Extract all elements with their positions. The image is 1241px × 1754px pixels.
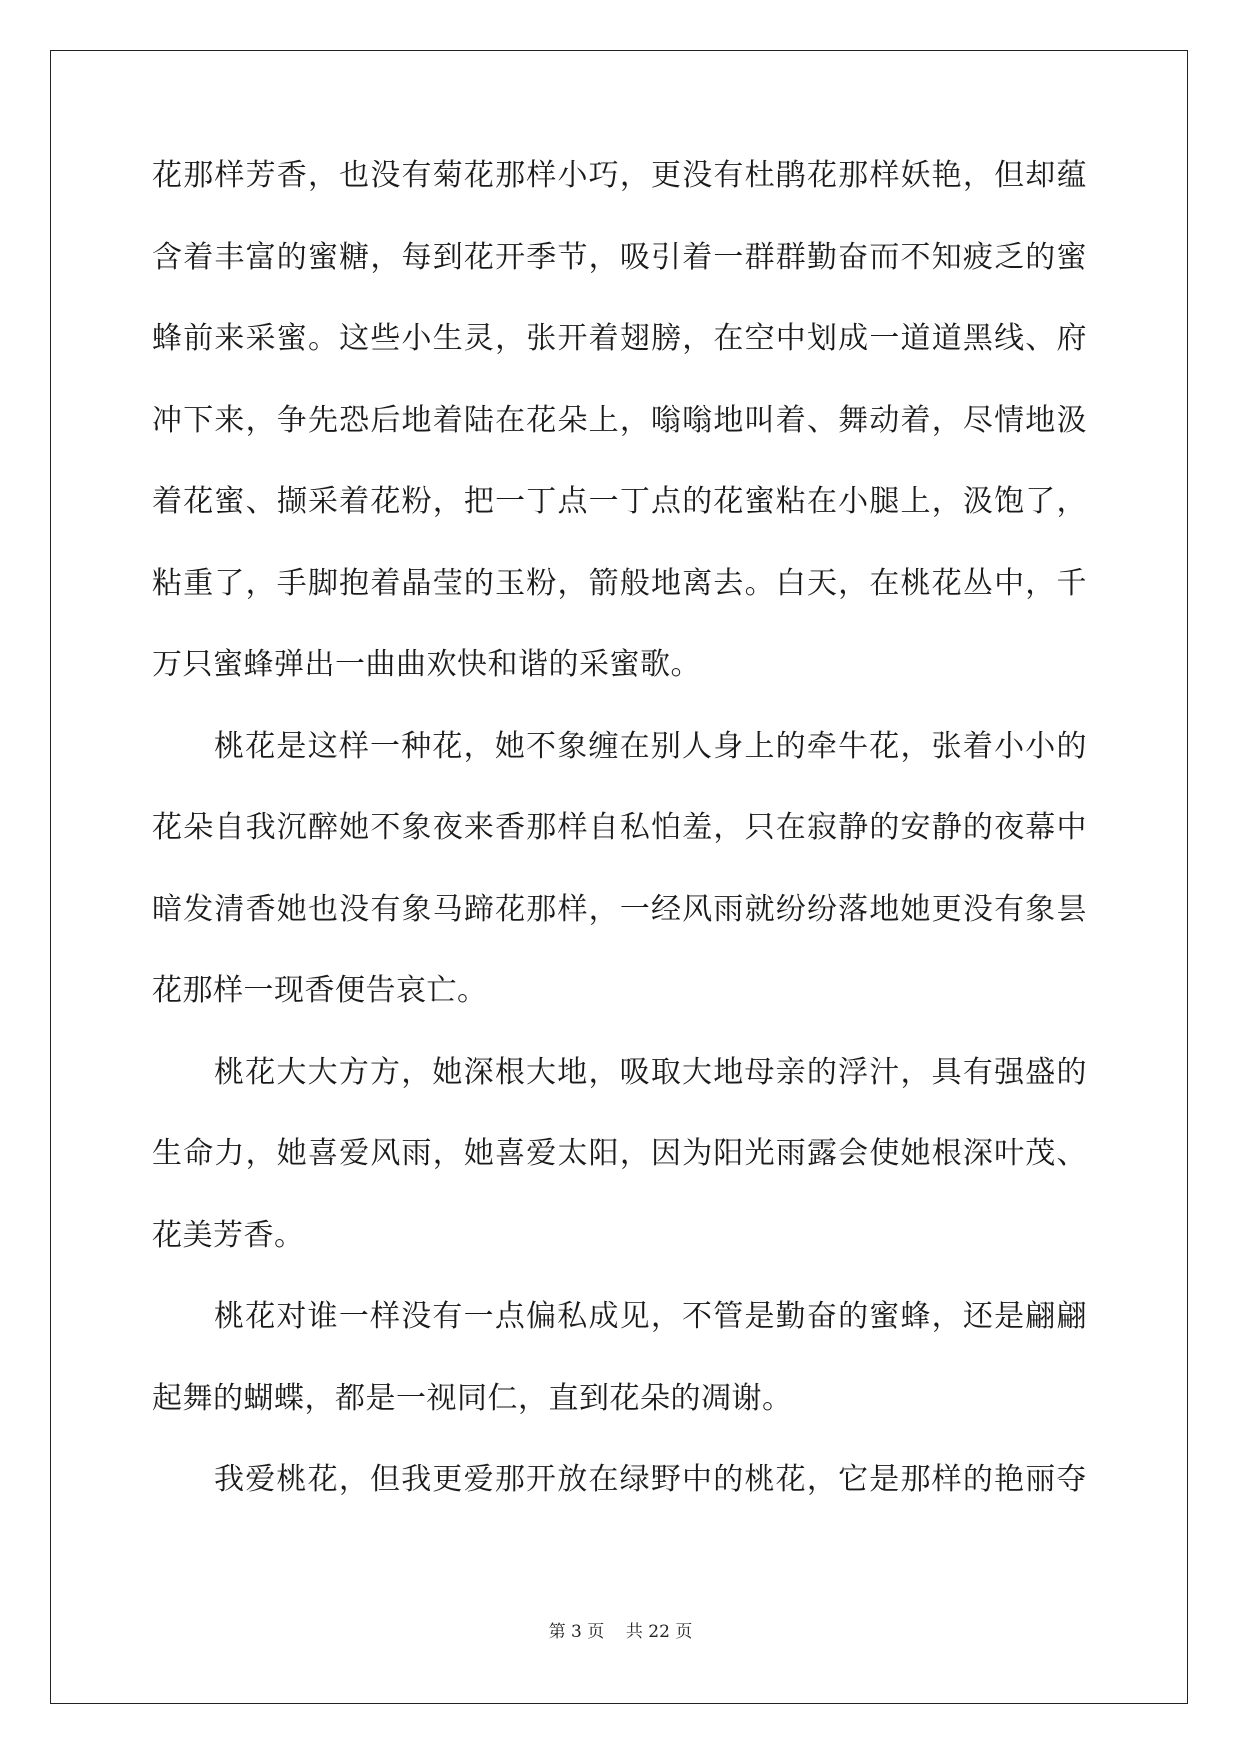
text-line: 万只蜜蜂弹出一曲曲欢快和谐的采蜜歌。: [152, 647, 701, 682]
text-line: 暗发清香她也没有象马蹄花那样，一经风雨就纷纷落地她更没有象昙: [152, 891, 1087, 927]
text-line: 着花蜜、撷采着花粉，把一丁点一丁点的花蜜粘在小腿上，汲饱了，: [152, 484, 1087, 519]
document-body: [152, 156, 1087, 1542]
page-number-footer: 第 3 页 共 22 页: [548, 1622, 693, 1642]
text-line: 含着丰富的蜜糖，每到花开季节，吸引着一群群勤奋而不知疲乏的蜜: [152, 239, 1087, 275]
text-line: 生命力，她喜爱风雨，她喜爱太阳，因为阳光雨露会使她根深叶茂、: [152, 1136, 1087, 1171]
text-line: 桃花对谁一样没有一点偏私成见，不管是勤奋的蜜蜂，还是翩翩: [214, 1299, 1087, 1334]
text-line: 蜂前来采蜜。这些小生灵，张开着翅膀，在空中划成一道道黑线、府: [152, 321, 1087, 356]
text-line: 粘重了，手脚抱着晶莹的玉粉，箭般地离去。白天，在桃花丛中，千: [152, 565, 1087, 601]
text-line: 花美芳香。: [152, 1217, 305, 1253]
text-line: 花朵自我沉醉她不象夜来香那样自私怕羞，只在寂静的安静的夜幕中: [152, 810, 1087, 845]
text-line: 花那样芳香，也没有菊花那样小巧，更没有杜鹃花那样妖艳，但却蕴: [152, 158, 1087, 193]
text-line: 起舞的蝴蝶，都是一视同仁，直到花朵的凋谢。: [152, 1380, 793, 1416]
text-line: 花那样一现香便告哀亡。: [152, 973, 488, 1008]
text-line: 桃花是这样一种花，她不象缠在别人身上的牵牛花，张着小小的: [214, 728, 1087, 764]
text-line: 我爱桃花，但我更爱那开放在绿野中的桃花，它是那样的艳丽夺: [214, 1462, 1087, 1497]
text-line: 冲下来，争先恐后地着陆在花朵上，嗡嗡地叫着、舞动着，尽情地汲: [152, 402, 1087, 438]
text-line: 桃花大大方方，她深根大地，吸取大地母亲的浮汁，具有强盛的: [214, 1054, 1087, 1090]
